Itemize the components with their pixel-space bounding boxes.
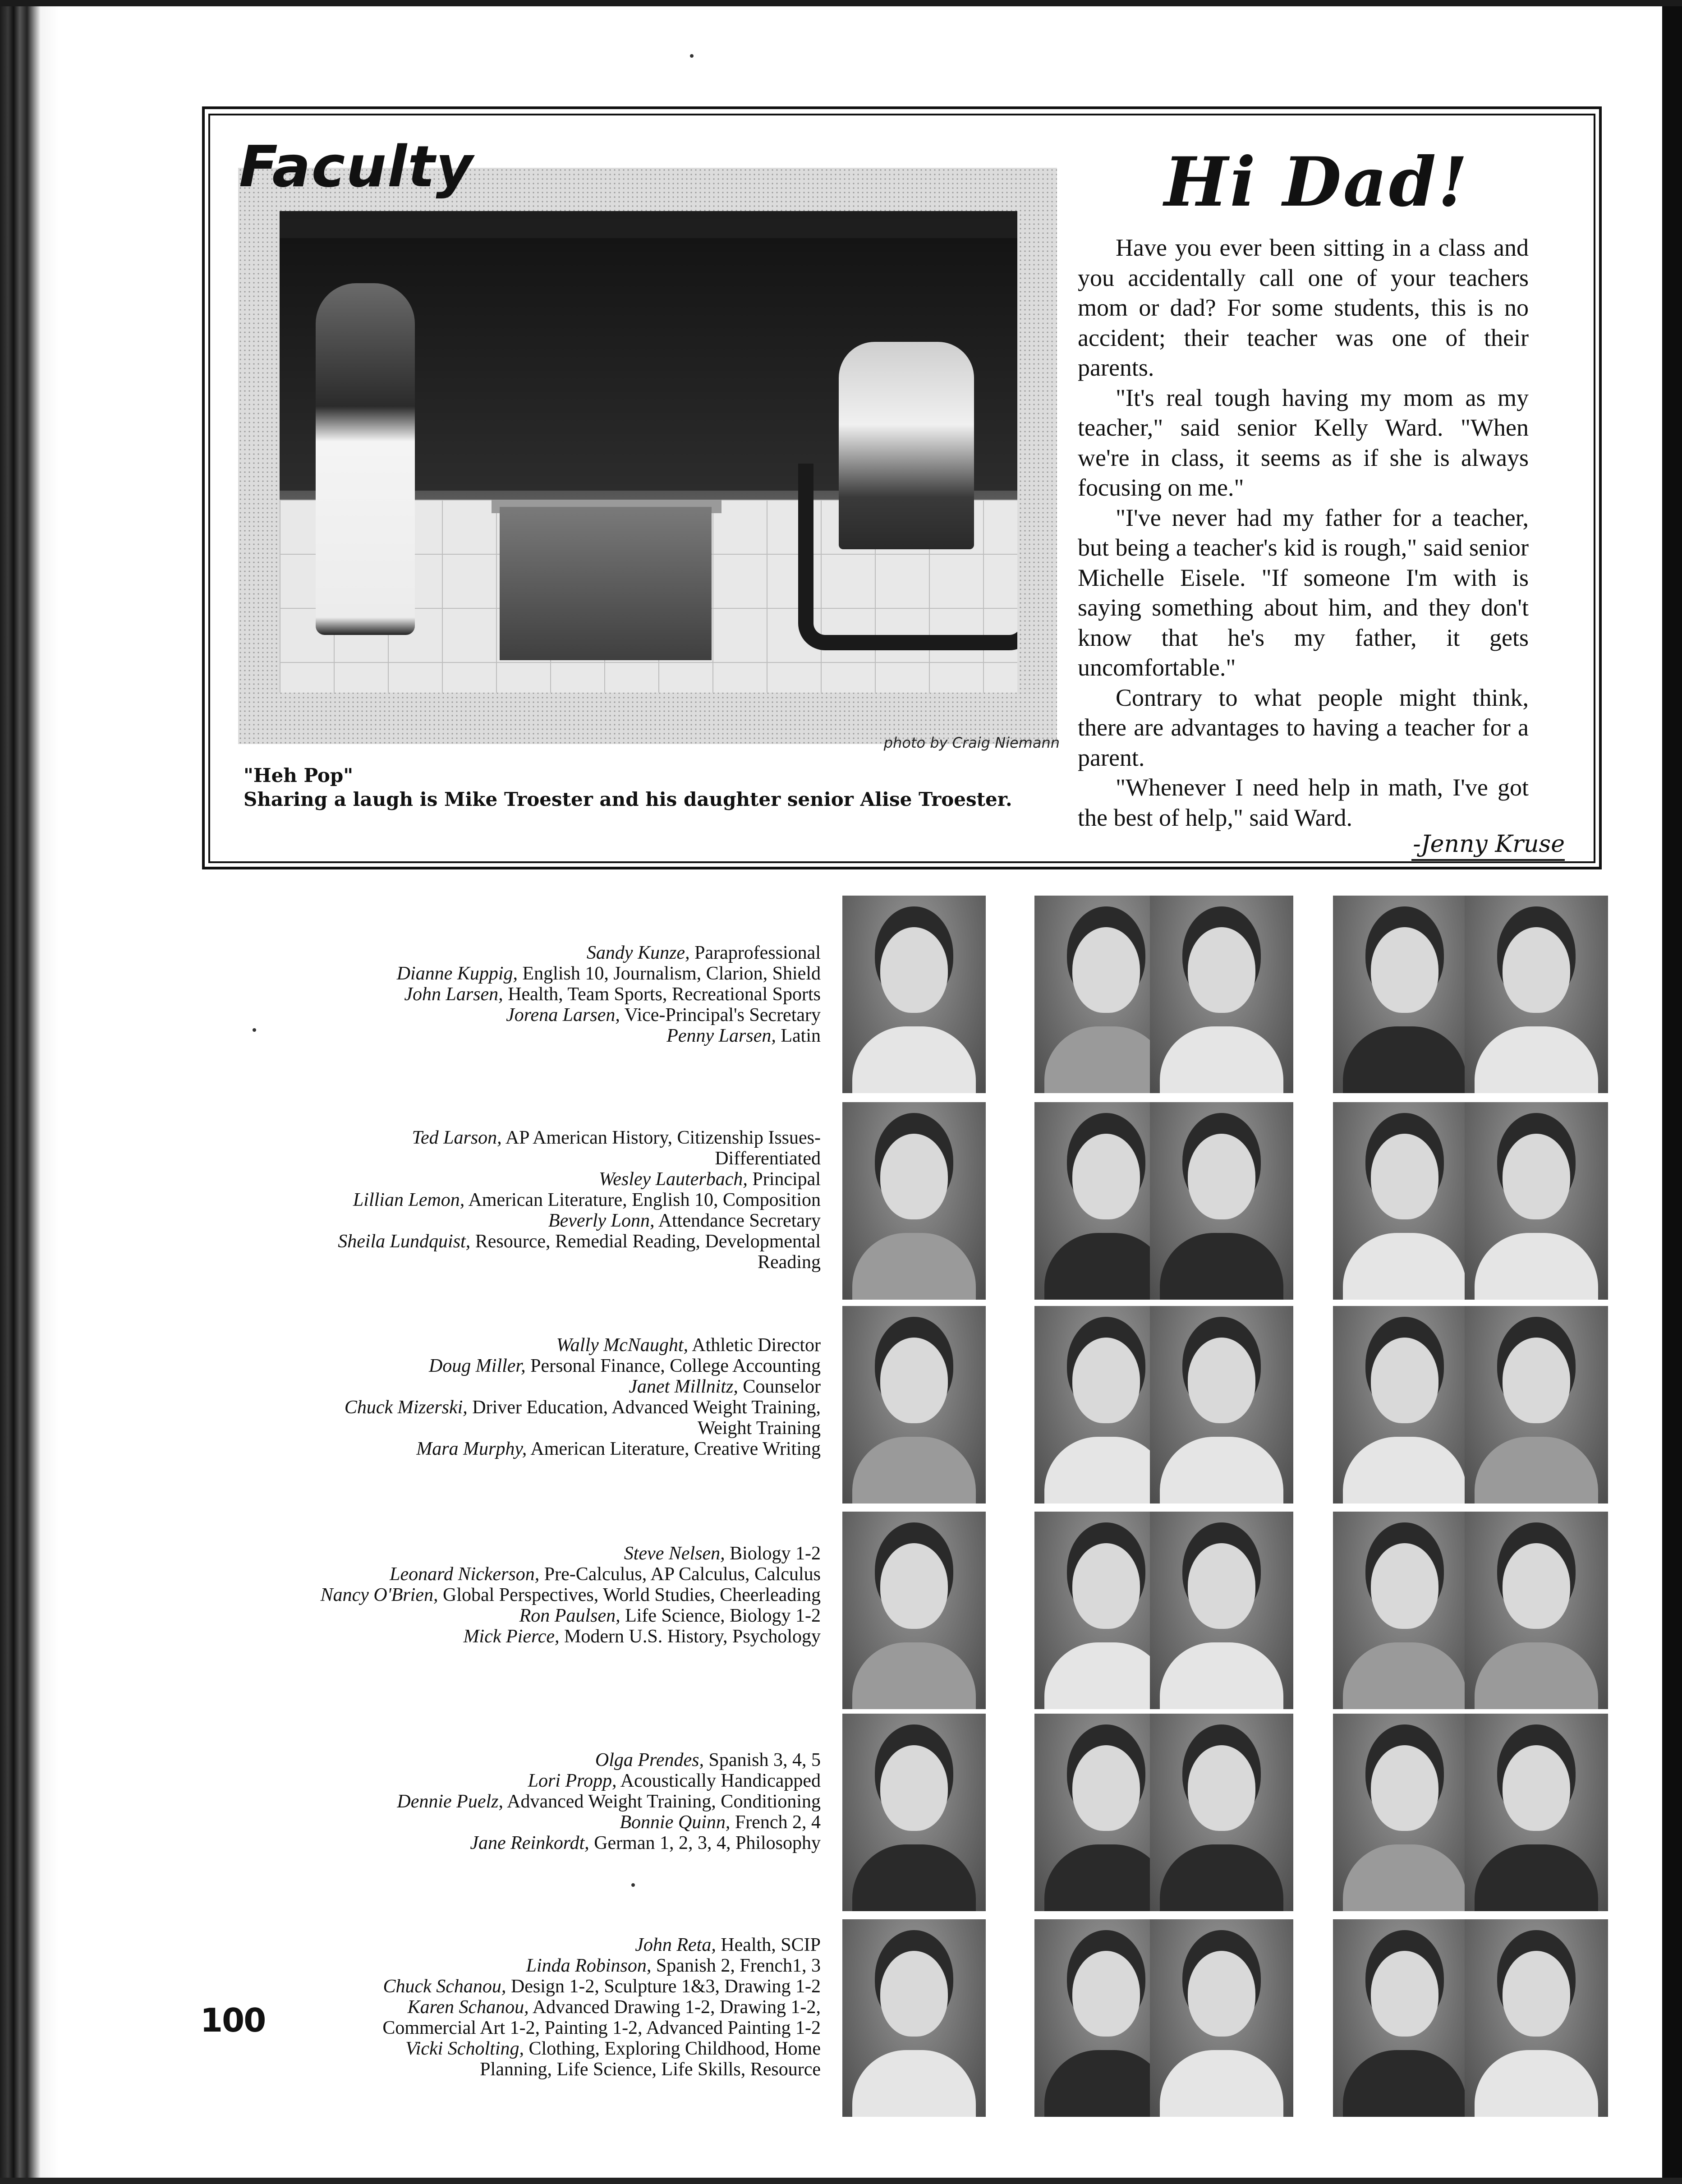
faculty-line: Reading: [758, 1252, 821, 1273]
print-speck: [253, 1028, 256, 1032]
faculty-line: Nancy O'Brien, Global Perspectives, World Studies, Cheerleading: [320, 1585, 821, 1605]
article-title: Hi Dad!: [1164, 143, 1470, 222]
teacher-figure: [839, 342, 974, 549]
page-number: 100: [200, 2001, 266, 2039]
faculty-line: Janet Millnitz, Counselor: [629, 1376, 821, 1397]
faculty-line: Wesley Lauterbach, Principal: [599, 1169, 821, 1190]
faculty-line: Mara Murphy, American Literature, Creative Writing: [416, 1439, 821, 1459]
faculty-line: Wally McNaught, Athletic Director: [556, 1335, 821, 1356]
faculty-line: Dianne Kuppig, English 10, Journalism, Clarion, Shield: [396, 963, 821, 984]
photo-credit: photo by Craig Niemann: [883, 734, 1060, 751]
faculty-line: Jorena Larsen, Vice-Principal's Secretary: [506, 1005, 821, 1025]
faculty-line: Jane Reinkordt, German 1, 2, 3, 4, Philosophy: [470, 1833, 821, 1853]
page-edge-right: [1662, 0, 1682, 2184]
faculty-line: Beverly Lonn, Attendance Secretary: [548, 1210, 821, 1231]
print-speck: [631, 1883, 635, 1887]
faculty-line: Steve Nelsen, Biology 1-2: [624, 1543, 821, 1564]
faculty-line: Sandy Kunze, Paraprofessional: [586, 943, 821, 963]
faculty-names-row-1: [176, 943, 821, 1046]
print-speck: [690, 54, 694, 58]
article-paragraph: Contrary to what people might think, there are advantages to having a teacher for a parent.: [1078, 684, 1529, 771]
portrait: [1333, 1102, 1476, 1300]
portrait: [842, 1512, 986, 1709]
book-spine: [0, 0, 59, 2184]
portrait: [1333, 1512, 1476, 1709]
feature-photo: [280, 211, 1017, 693]
faculty-line: Differentiated: [715, 1148, 821, 1169]
faculty-line: John Reta, Health, SCIP: [635, 1935, 821, 1955]
byline-underline: [1411, 859, 1565, 861]
portrait: [842, 896, 986, 1093]
page-edge-bottom: [0, 2178, 1682, 2184]
faculty-names-row-3: [176, 1335, 821, 1459]
faculty-line: Chuck Mizerski, Driver Education, Advanced Weight Training,: [344, 1397, 821, 1418]
faculty-line: Ted Larson, AP American History, Citizenship Issues-: [412, 1127, 821, 1148]
portrait: [1150, 1512, 1293, 1709]
article-paragraph: Have you ever been sitting in a class and you accidentally call one of your teachers mom or dad? For some students, this is no accident; their teacher was one of their parents.: [1078, 234, 1529, 381]
faculty-line: Dennie Puelz, Advanced Weight Training, Conditioning: [397, 1791, 821, 1812]
article-paragraph: "It's real tough having my mom as my teacher," said senior Kelly Ward. "When we're in class, it seems as if she is always focusing on me.": [1078, 384, 1529, 501]
portrait: [842, 1102, 986, 1300]
faculty-names-row-4: [176, 1543, 821, 1647]
portrait: [1150, 1919, 1293, 2117]
faculty-line: Vicki Scholting, Clothing, Exploring Childhood, Home: [405, 2038, 821, 2059]
portrait: [1150, 1306, 1293, 1504]
faculty-line: Ron Paulsen, Life Science, Biology 1-2: [519, 1605, 821, 1626]
article-body: [1078, 233, 1529, 832]
article-paragraph: "Whenever I need help in math, I've got the best of help," said Ward.: [1078, 774, 1529, 831]
faculty-line: Doug Miller, Personal Finance, College Accounting: [428, 1356, 821, 1376]
portrait: [842, 1714, 986, 1911]
portrait: [1333, 1919, 1476, 2117]
portrait: [1465, 1919, 1608, 2117]
portrait: [1333, 1306, 1476, 1504]
faculty-line: Mick Pierce, Modern U.S. History, Psychology: [463, 1626, 821, 1647]
faculty-line: Karen Schanou, Advanced Drawing 1-2, Drawing 1-2,: [407, 1997, 821, 2018]
faculty-names-row-6: [176, 1935, 821, 2080]
portrait: [1333, 1714, 1476, 1911]
faculty-line: Planning, Life Science, Life Skills, Resource: [480, 2059, 821, 2080]
portrait: [1465, 1714, 1608, 1911]
faculty-names-row-5: [176, 1750, 821, 1853]
faculty-line: John Larsen, Health, Team Sports, Recreational Sports: [404, 984, 821, 1005]
portrait: [842, 1919, 986, 2117]
page-edge-top: [0, 0, 1682, 6]
portrait: [1465, 1306, 1608, 1504]
portrait: [1150, 896, 1293, 1093]
faculty-line: Olga Prendes, Spanish 3, 4, 5: [595, 1750, 821, 1770]
portrait: [1465, 896, 1608, 1093]
caption-body: Sharing a laugh is Mike Troester and his daughter senior Alise Troester.: [244, 788, 1012, 810]
section-title: Faculty: [239, 133, 474, 200]
article-paragraph: "I've never had my father for a teacher, but being a teacher's kid is rough," said senior Michelle Eisele. "If someone I'm with is saying something about him, and they don't know that he's my father, it gets uncomfortable.": [1078, 504, 1529, 681]
portrait: [1150, 1102, 1293, 1300]
faculty-line: Commercial Art 1-2, Painting 1-2, Advanced Painting 1-2: [382, 2018, 821, 2038]
faculty-line: Leonard Nickerson, Pre-Calculus, AP Calculus, Calculus: [390, 1564, 821, 1585]
portrait: [1150, 1714, 1293, 1911]
faculty-line: Bonnie Quinn, French 2, 4: [620, 1812, 821, 1833]
portrait: [1465, 1512, 1608, 1709]
portrait: [842, 1306, 986, 1504]
faculty-line: Chuck Schanou, Design 1-2, Sculpture 1&3, Drawing 1-2: [383, 1976, 821, 1997]
faculty-line: Sheila Lundquist, Resource, Remedial Reading, Developmental: [338, 1231, 821, 1252]
faculty-line: Linda Robinson, Spanish 2, French1, 3: [526, 1955, 821, 1976]
faculty-line: Weight Training: [697, 1418, 821, 1439]
desk: [500, 507, 712, 660]
faculty-names-row-2: [176, 1127, 821, 1273]
faculty-line: Penny Larsen, Latin: [666, 1025, 821, 1046]
portrait: [1465, 1102, 1608, 1300]
faculty-line: Lori Propp, Acoustically Handicapped: [528, 1770, 821, 1791]
byline: -Jenny Kruse: [1413, 831, 1565, 858]
portrait: [1333, 896, 1476, 1093]
faculty-line: Lillian Lemon, American Literature, English 10, Composition: [353, 1190, 821, 1210]
student-figure: [316, 283, 415, 635]
caption-title: "Heh Pop": [244, 764, 354, 786]
